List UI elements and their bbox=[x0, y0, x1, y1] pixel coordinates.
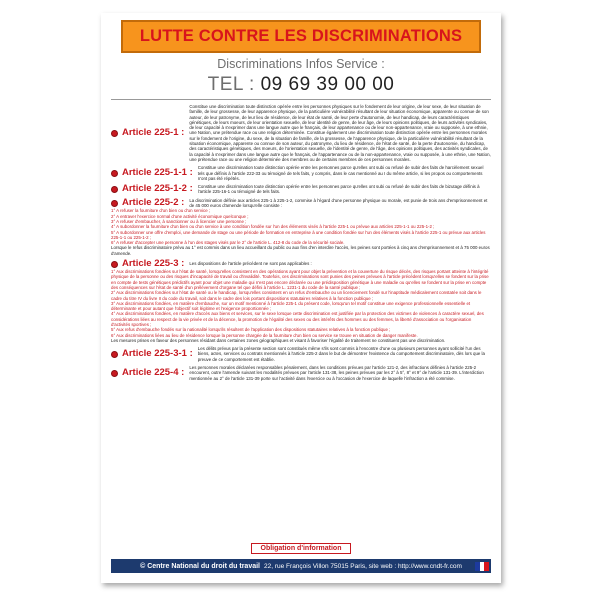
article-item: 4° A subordonner la fourniture d'un bien ou d'un service à une condition fondée sur l'un des éléments visés à l'article 225-1 ou prévue aux articles 225-1-1 ou 225-1-2 ; bbox=[111, 224, 435, 230]
article-title: Article 225-1 : bbox=[122, 127, 185, 139]
bullet-icon bbox=[111, 200, 118, 207]
article-header bbox=[111, 346, 491, 362]
articles-body bbox=[111, 104, 491, 541]
article-item: 1° Aux discriminations fondées sur l'état de santé, lorsqu'elles consistent en des opérations ayant pour objet la prévention et la couverture du risque décès, des risques portant atteinte à l'intégrité physique de la personne ou des risques d'incapacité de travail ou d'invalidité. Toutefois, ces discriminations sont punies des peines prévues à l'article précédent lorsqu'elles se fondent sur la prise en compte de tests génétiques prédictifs ayant pour objet une maladie qui n'est pas encore déclarée ou une prédisposition génétique à une maladie ou qu'elles se fondent sur la prise en compte des conséquences sur l'état de santé d'un prélèvement d'organe tel que défini à l'article L. 1231-1 du code de la santé publique ; bbox=[111, 269, 489, 290]
article-item: 4° Aux discriminations fondées, en matière d'accès aux biens et services, sur le sexe lorsque cette discrimination est justifiée par la protection des victimes de violences à caractère sexuel, des considérations liées au respect de la vie privée et de la décence, la promotion de l'égalité des sexes ou des intérêts des hommes ou des femmes, la liberté d'association ou l'organisation d'activités sportives ; bbox=[111, 311, 484, 327]
article-item: 2° Aux discriminations fondées sur l'état de santé ou le handicap, lorsqu'elles consistent en un refus d'embauche ou un licenciement fondé sur l'inaptitude médicalement constatée soit dans le cadre du titre IV du livre II du code du travail, soit dans le cadre des lois portant dispositions statutaires relatives à la fonction publique ; bbox=[111, 290, 482, 301]
bullet-icon bbox=[111, 261, 118, 268]
article-text: Les délits prévus par la présente section sont constitués même s'ils sont commis à l'encontre d'une ou plusieurs personnes ayant sollicité l'un des biens, actes, services ou contrats mentionnés à l'article 225-2 dans le but de démontrer l'existence du comportement discriminatoire, dès lors que la preuve de ce comportement est établie. bbox=[197, 346, 485, 362]
article-header bbox=[111, 104, 491, 162]
article-text: Constitue une discrimination toute distinction opérée entre les personnes parce qu'elles ont subi ou refusé de subir des faits de bizutage définis à l'article 225-16-1 ou témoigné de tels faits. bbox=[197, 184, 480, 195]
article-header bbox=[111, 165, 491, 181]
article-block bbox=[111, 198, 491, 256]
article-block bbox=[111, 184, 491, 195]
service-label: Discriminations Infos Service : bbox=[217, 57, 385, 71]
article-title: Article 225-1-1 : bbox=[122, 167, 193, 179]
footer-organization: © Centre National du droit du travail bbox=[140, 562, 261, 570]
title-banner bbox=[121, 20, 481, 53]
french-flag-icon bbox=[475, 562, 489, 571]
article-header bbox=[111, 259, 491, 269]
article-block bbox=[111, 259, 491, 343]
article-block bbox=[111, 165, 491, 181]
footer-address: 22, rue François Villon 75015 Paris, site web : http://www.cndt-fr.com bbox=[264, 562, 462, 570]
article-header bbox=[111, 198, 491, 209]
article-item: 6° A refuser d'accepter une personne à l'un des stages visés par le 2° de l'article L. 412-8 du code de la sécurité sociale. bbox=[111, 240, 345, 246]
bullet-icon bbox=[111, 170, 118, 177]
bullet-icon bbox=[111, 130, 118, 137]
article-block bbox=[111, 104, 491, 162]
article-block bbox=[111, 365, 491, 381]
footer-bar bbox=[111, 559, 491, 573]
article-item: 5° A subordonner une offre d'emploi, une demande de stage ou une période de formation en entreprise à une condition fondée sur l'un des éléments visés à l'article 225-1 ou prévue aux articles 225-1-1 ou 225-1-2 ; bbox=[111, 229, 486, 240]
phone-line bbox=[101, 74, 501, 96]
article-intro: La discrimination définie aux articles 225-1 à 225-1-2, commise à l'égard d'une personne physique ou morale, est punie de trois ans d'emprisonnement et de 45 000 euros d'amende lorsqu'elle consiste : bbox=[189, 197, 488, 209]
obligation-badge: Obligation d'information bbox=[251, 543, 351, 554]
article-item: 2° A entraver l'exercice normal d'une activité économique quelconque ; bbox=[111, 213, 249, 219]
article-item: 6° Aux discriminations liées au lieu de résidence lorsque la personne chargée de la fourniture d'un bien ou service se trouve en situation de danger manifeste. bbox=[111, 332, 418, 338]
divider bbox=[111, 99, 491, 100]
poster-title: LUTTE CONTRE LES DISCRIMINATIONS bbox=[139, 27, 463, 45]
article-header bbox=[111, 184, 491, 195]
poster bbox=[101, 13, 501, 583]
bullet-icon bbox=[111, 370, 118, 377]
article-text: Les personnes morales déclarées responsables pénalement, dans les conditions prévues par l'article 121-2, des infractions définies à l'article 225-2 encourent, outre l'amende suivant les modalités prévues par l'article 131-38, les peines prévues par les 2° à 5°, 8° et 9° de l'article 131-39. L'interdiction mentionnée au 2° de l'article 131-39 porte sur l'activité dans l'exercice ou à l'occasion de l'exercice de laquelle l'infraction a été commise. bbox=[189, 365, 484, 381]
phone-number: 09 69 39 00 00 bbox=[260, 74, 395, 95]
article-title: Article 225-3 : bbox=[122, 258, 185, 270]
article-title: Article 225-1-2 : bbox=[122, 183, 193, 195]
article-item: 5° Aux refus d'embauche fondés sur la nationalité lorsqu'ils résultent de l'application des dispositions statutaires relatives à la fonction publique ; bbox=[111, 327, 391, 333]
article-item: 1° A refuser la fourniture d'un bien ou d'un service ; bbox=[111, 208, 211, 214]
bullet-icon bbox=[111, 186, 118, 193]
bullet-icon bbox=[111, 351, 118, 358]
article-outro: Les mesures prises en faveur des personnes résidant dans certaines zones géographiques et visant à favoriser l'égalité de traitement ne constituent pas une discrimination. bbox=[111, 337, 446, 343]
article-title: Article 225-4 : bbox=[122, 367, 185, 378]
article-block bbox=[111, 346, 491, 362]
article-outro: Lorsque le refus discriminatoire prévu au 1° est commis dans un lieu accueillant du public ou aux fins d'en interdire l'accès, les peines sont portées à cinq ans d'emprisonnement et à 75 000 euros d'amende. bbox=[111, 245, 490, 256]
article-intro: Les dispositions de l'article précédent ne sont pas applicables : bbox=[189, 261, 312, 267]
article-text: Constitue une discrimination toute distinction opérée entre les personnes physiques sur le fondement de leur origine, de leur sexe, de leur situation de famille, de leur grossesse, de leur apparence physique, de la particulière vulnérabilité résultant de leur situation économique, apparente ou connue de son auteur, de leur patronyme, de leur lieu de résidence, de leur état de santé, de leur perte d'autonomie, de leur handicap, de leurs caractéristiques génétiques, de leurs moeurs, de leur orientation sexuelle, de leur identité de genre, de leur âge, de leurs opinions politiques, de leurs activités syndicales, de leur capacité à s'exprimer dans une langue autre que le français, de leur appartenance ou de leur non-appartenance, vraie ou supposée, à une ethnie, une Nation, une prétendue race ou une religion déterminée. Constitue également une discrimination toute distinction opérée entre les personnes morales sur le fondement de l'origine, du sexe, de la situation de famille, de la grossesse, de l'apparence physique, de la particulière vulnérabilité résultant de la situation économique, apparente ou connue de son auteur, du patronyme, du lieu de résidence, de l'état de santé, de la perte d'autonomie, du handicap, des caractéristiques génétiques, des moeurs, de l'orientation sexuelle, de l'identité de genre, de l'âge, des opinions politiques, des activités syndicales, de la capacité à s'exprimer dans une langue autre que le français, de l'appartenance ou de la non-appartenance, vraie ou supposée, à une ethnie, une Nation, une prétendue race ou une religion déterminée des membres ou de certains membres de ces personnes morales. bbox=[189, 104, 491, 162]
article-text: Constitue une discrimination toute distinction opérée entre les personnes parce qu'elles ont subi ou refusé de subir des faits de harcèlement sexuel tels que définis à l'article 222-33 ou témoigné de tels faits, y compris, dans le cas mentionné au I du même article, si les propos ou comportements n'ont pas été répétés. bbox=[197, 165, 484, 181]
article-header bbox=[111, 365, 491, 381]
article-item: 3° Aux discriminations fondées, en matière d'embauche, sur un motif mentionné à l'article 225-1 du présent code, lorsqu'un tel motif constitue une exigence professionnelle essentielle et déterminante et pour autant que l'objectif soit légitime et l'exigence proportionnée ; bbox=[111, 300, 471, 312]
article-title: Article 225-3-1 : bbox=[122, 348, 193, 360]
phone-prefix: TEL : bbox=[207, 74, 255, 95]
article-item: 3° A refuser d'embaucher, à sanctionner ou à licencier une personne ; bbox=[111, 218, 247, 224]
article-title: Article 225-2 : bbox=[122, 197, 185, 209]
